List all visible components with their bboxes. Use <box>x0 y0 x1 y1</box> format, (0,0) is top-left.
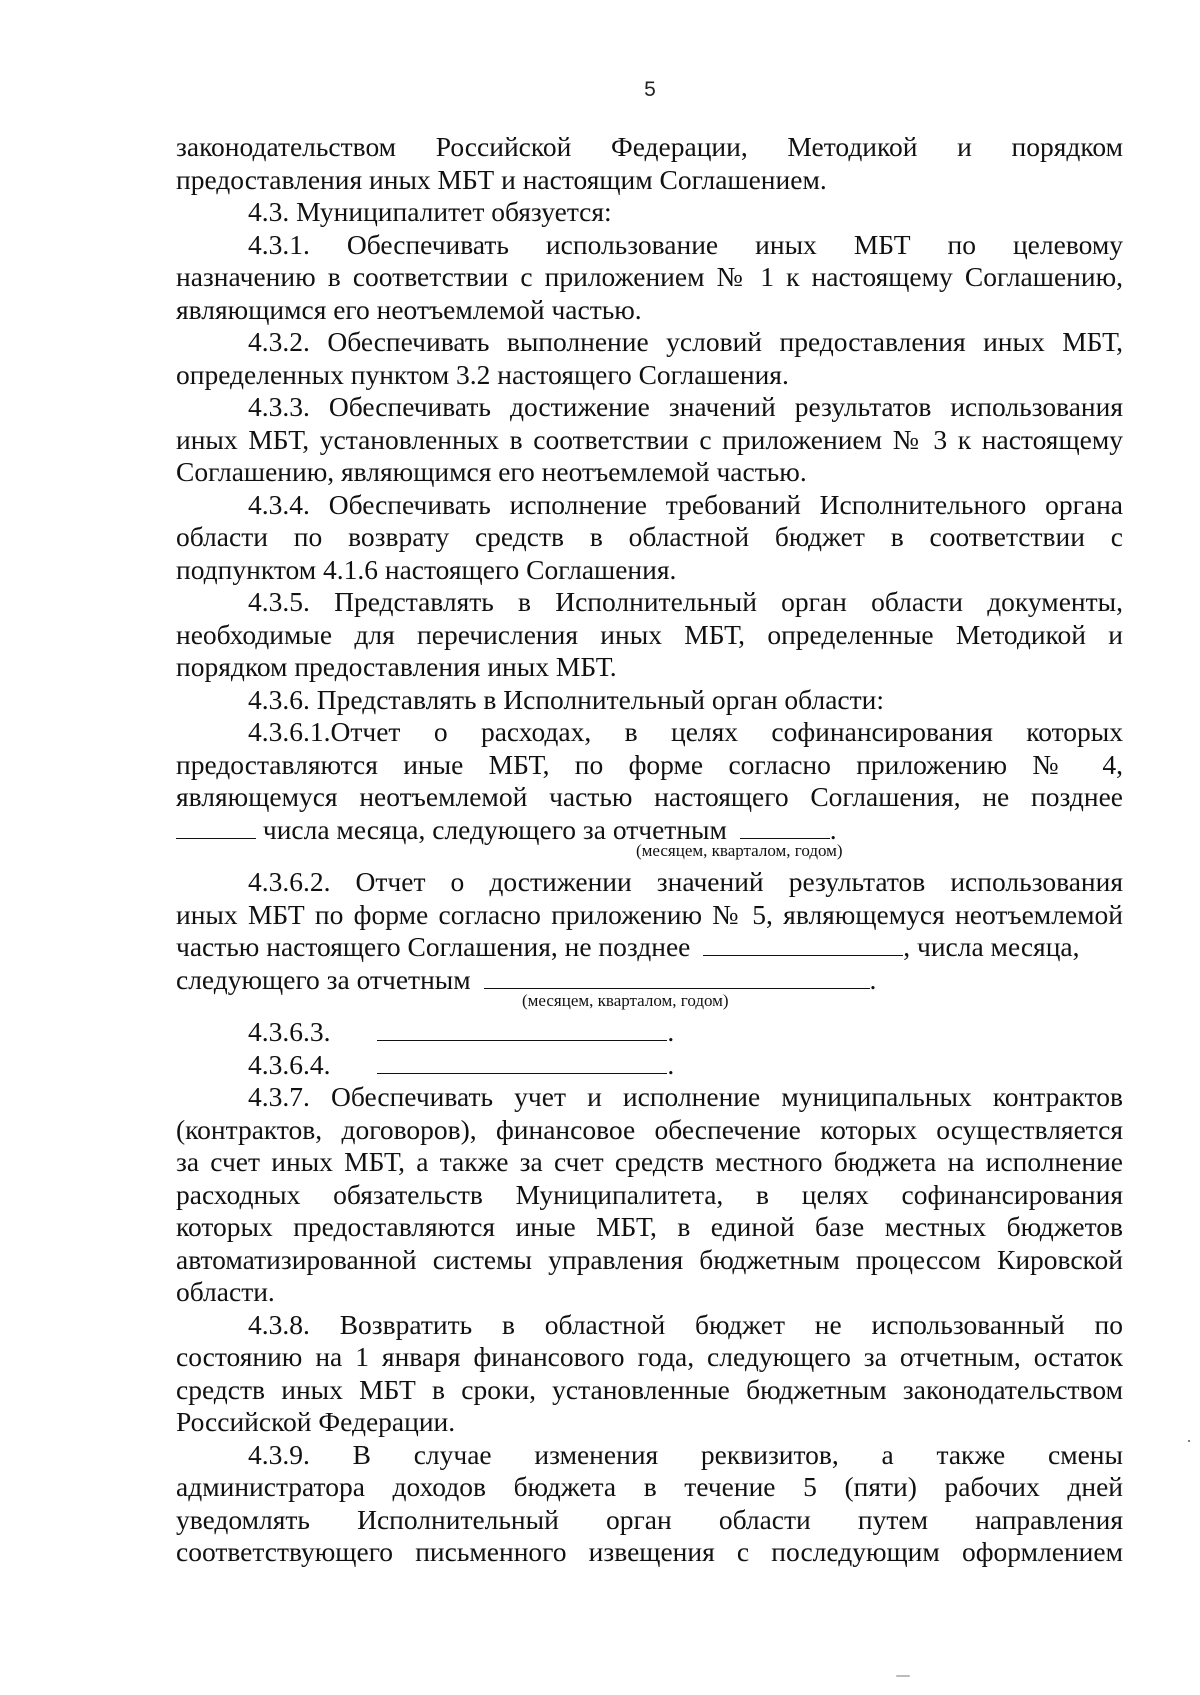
page-number: 5 <box>644 78 656 101</box>
text-line: уведомлять Исполнительный орган области путем направления <box>176 1503 1123 1535</box>
document-body <box>176 131 1123 1569</box>
text-line: которых предоставляются иные МБТ, в единой базе местных бюджетов <box>176 1211 1123 1242</box>
text-fragment: , числа месяца, <box>903 931 1080 962</box>
field-caption: (месяцем, кварталом, годом) <box>636 841 843 860</box>
text-line: 4.3.4. Обеспечивать исполнение требований Исполнительного органа <box>248 488 1123 520</box>
text-fragment: . <box>869 963 877 995</box>
text-line-with-blanks <box>176 931 1123 964</box>
text-line: назначению в соответствии с приложением № 1 к настоящему Соглашению, <box>176 261 1123 292</box>
field-caption: (месяцем, кварталом, годом) <box>522 991 729 1010</box>
text-line: 4.3.7. Обеспечивать учет и исполнение муниципальных контрактов <box>248 1081 1123 1112</box>
text-line: области по возврату средств в областной бюджет в соответствии с <box>176 521 1123 552</box>
text-line: Соглашению, являющимся его неотъемлемой частью. <box>176 456 807 487</box>
text-line: определенных пунктом 3.2 настоящего Соглашения. <box>176 358 789 390</box>
item-number: 4.3.6.3. <box>248 1016 331 1047</box>
text-line: 4.3.6.2. Отчет о достижении значений результатов использования <box>248 866 1123 897</box>
text-fragment: числа месяца, следующего за отчетным <box>262 813 727 845</box>
text-line: средств иных МБТ в сроки, установленные бюджетным законодательством <box>176 1373 1123 1405</box>
text-line: администратора доходов бюджета в течение 5 (пяти) рабочих дней <box>176 1471 1123 1502</box>
blank-field <box>377 1049 667 1074</box>
text-line: Российской Федерации. <box>176 1406 456 1437</box>
blank-field <box>703 931 903 956</box>
text-line: необходимые для перечисления иных МБТ, определенные Методикой и <box>176 618 1123 650</box>
text-line: порядком предоставления иных МБТ. <box>176 651 617 682</box>
text-line: 4.3.3. Обеспечивать достижение значений результатов использования <box>248 391 1123 422</box>
text-line: 4.3.1. Обеспечивать использование иных МБТ по целевому <box>248 228 1123 260</box>
text-line: законодательством Российской Федерации, Методикой и порядком <box>176 131 1123 162</box>
text-line-with-blanks <box>176 1016 1123 1049</box>
text-line: предоставляются иные МБТ, по форме согласно приложению № 4, <box>176 748 1123 780</box>
text-line: области. <box>176 1276 275 1307</box>
text-line: за счет иных МБТ, а также за счет средств местного бюджета на исполнение <box>176 1146 1123 1177</box>
scan-speck <box>896 1675 910 1677</box>
text-line: предоставления иных МБТ и настоящим Соглашением. <box>176 163 827 195</box>
text-line: состоянию на 1 января финансового года, следующего за отчетным, остаток <box>176 1341 1123 1372</box>
text-fragment: следующего за отчетным <box>176 963 471 995</box>
scan-speck <box>1188 1440 1190 1442</box>
text-line: являющимся его неотъемлемой частью. <box>176 293 642 325</box>
text-line: соответствующего письменного извещения с последующим оформлением <box>176 1536 1123 1567</box>
text-line: 4.3.5. Представлять в Исполнительный орган области документы, <box>248 586 1123 617</box>
text-line: 4.3.6. Представлять в Исполнительный орган области: <box>248 683 884 715</box>
text-line: 4.3.6.1.Отчет о расходах, в целях софинансирования которых <box>248 716 1123 747</box>
text-fragment: . <box>667 1016 675 1047</box>
text-line: являющемуся неотъемлемой частью настоящего Соглашения, не позднее <box>176 781 1123 812</box>
section-heading: 4.3. Муниципалитет обязуется: <box>248 196 612 227</box>
text-line: подпунктом 4.1.6 настоящего Соглашения. <box>176 553 677 585</box>
text-line: иных МБТ, установленных в соответствии с приложением № 3 к настоящему <box>176 423 1123 455</box>
text-line: (контрактов, договоров), финансовое обеспечение которых осуществляется <box>176 1113 1123 1145</box>
text-fragment: частью настоящего Соглашения, не позднее <box>176 931 691 962</box>
blank-field <box>484 964 870 989</box>
text-fragment: . <box>829 813 837 845</box>
text-line: 4.3.2. Обеспечивать выполнение условий предоставления иных МБТ, <box>248 326 1123 357</box>
blank-field <box>740 814 830 839</box>
text-line: 4.3.8. Возвратить в областной бюджет не использованный по <box>248 1308 1123 1340</box>
text-line: 4.3.9. В случае изменения реквизитов, а также смены <box>248 1438 1123 1470</box>
text-line: расходных обязательств Муниципалитета, в целях софинансирования <box>176 1178 1123 1210</box>
blank-field <box>377 1016 667 1041</box>
item-number: 4.3.6.4. <box>248 1048 331 1080</box>
text-line: иных МБТ по форме согласно приложению № 5, являющемуся неотъемлемой <box>176 898 1123 930</box>
text-fragment: . <box>667 1048 675 1080</box>
text-line-with-blanks <box>176 1049 1123 1082</box>
blank-field <box>176 814 256 839</box>
text-line: автоматизированной системы управления бюджетным процессом Кировской <box>176 1243 1123 1275</box>
